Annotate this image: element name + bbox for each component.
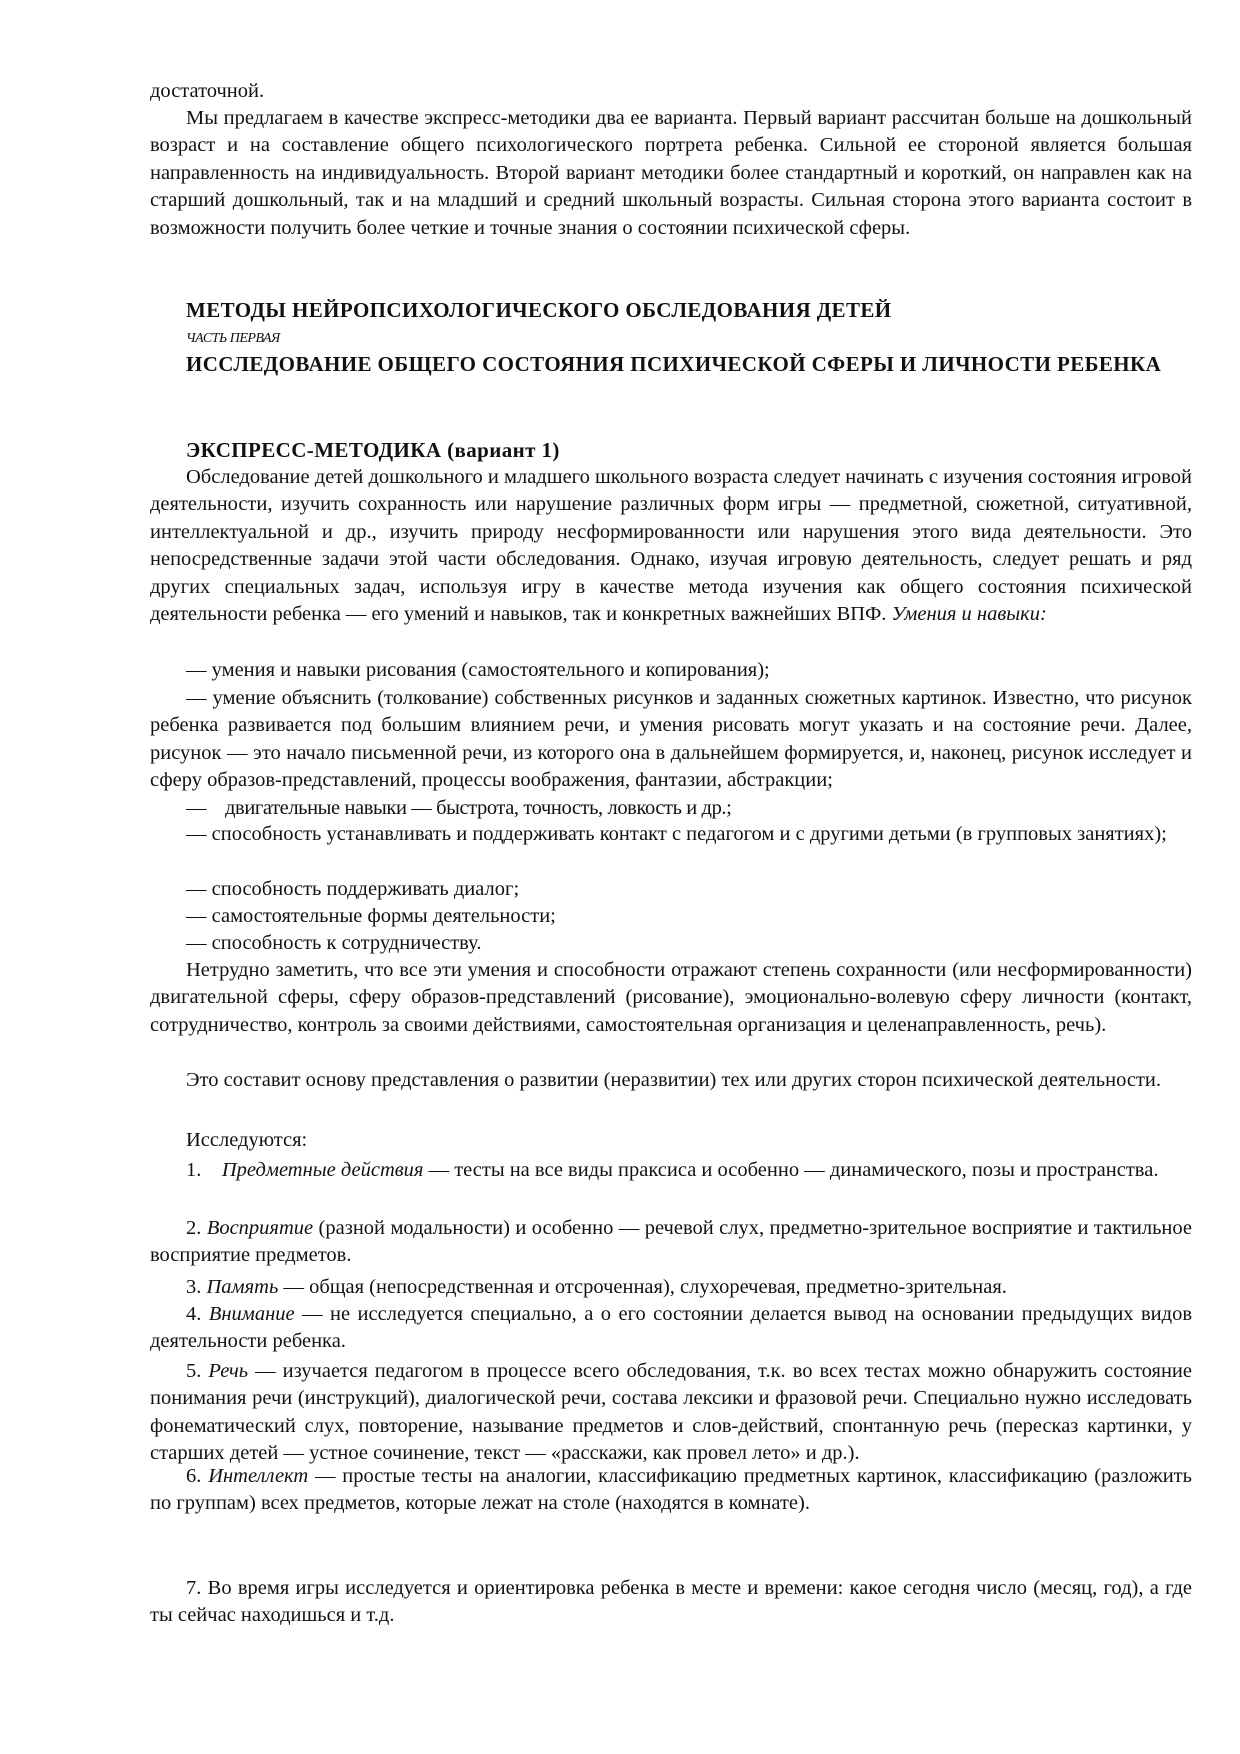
part-heading-text: ИССЛЕДОВАНИЕ ОБЩЕГО СОСТОЯНИЯ ПСИХИЧЕСКОЙ СФЕРЫ И ЛИЧНОСТИ РЕБЕНКА (186, 352, 1162, 376)
skill-text: самостоятельные формы деятельности; (211, 905, 556, 927)
item-number: 2. (186, 1217, 202, 1239)
investigated-item (150, 1575, 1192, 1630)
item-text: — изучается педагогом в процессе всего обследования, т.к. во всех тестах можно обнаружить состояние понимания речи (инструкций), диалогической речи, состава лексики и фразовой речи. Специально нужно исследовать фонематический слух, повторение, называние предметов и слов-действий, спонтанную речь (пересказ картинки, у старших детей — устное сочинение, текст — «расскажи, как провел лето» и др.). (150, 1360, 1193, 1465)
item-term: Речь (208, 1360, 249, 1382)
dash-mark: — (186, 932, 207, 954)
exam-text: Обследование детей дошкольного и младшего школьного возраста следует начинать с изучения состояния игровой деятельности, изучить сохранность или нарушение различных форм игры — предметной, сюжетной, ситуативной, интеллектуальной и др., изучить природу несформированности или нарушения этого вида деятельности. Это непосредственные задачи этой части обследования. Однако, изучая игровую деятельность, следует решать и ряд других специальных задач, используя игру в качестве метода изучения как общего состояния психической деятельности ребенка — его умений и навыков, так и конкретных важнейших ВПФ. (150, 466, 1192, 626)
item-number: 3. (186, 1276, 202, 1298)
item-text: (разной модальности) и особенно — речевой слух, предметно-зрительное восприятие и тактильное восприятие предметов. (150, 1217, 1193, 1267)
part-label: ЧАСТЬ ПЕРВАЯ (186, 331, 280, 346)
investigated-item (150, 1358, 1192, 1468)
skill-text: двигательные навыки — быстрота, точность, ловкость и др.; (225, 797, 732, 819)
skill-item (150, 876, 1192, 903)
investigated-item (150, 1215, 1192, 1270)
skill-item (150, 657, 1192, 684)
item-number: 6. (186, 1465, 202, 1487)
intro-paragraph: Мы предлагаем в качестве экспресс-методики два ее варианта. Первый вариант рассчитан больше на дошкольный возраст и на составление общего психологического портрета ребенка. Сильной ее стороной является большая направленность на индивидуальность. Второй вариант методики более стандартный и короткий, он направлен как на старший дошкольный, так и на младший и средний школьный возрасты. Сильная сторона этого варианта состоит в возможности получить более четкие и точные знания о состоянии психической сферы. (150, 107, 1192, 239)
skill-item (150, 821, 1192, 848)
skill-text: способность устанавливать и поддерживать контакт с педагогом и с другими детьми (в групповых занятиях); (211, 823, 1167, 845)
item-number: 5. (186, 1360, 202, 1382)
dash-mark: — (186, 823, 207, 845)
exam-paragraph (150, 464, 1192, 628)
dash-mark: — (186, 797, 207, 819)
item-term: Интеллект (208, 1465, 309, 1487)
dash-mark: — (186, 687, 207, 709)
skill-item (150, 930, 1192, 957)
basis-paragraph: Это составит основу представления о развитии (неразвитии) тех или других сторон психической деятельности. (186, 1069, 1162, 1091)
skill-item (150, 795, 1192, 822)
express-heading: ЭКСПРЕСС-МЕТОДИКА (вариант 1) (186, 438, 560, 462)
investigated-item (150, 1463, 1192, 1518)
notice-paragraph: Нетрудно заметить, что все эти умения и способности отражают степень сохранности (или несформированности) двигательной сферы, сферу образов-представлений (рисование), эмоционально-волевую сферу личности (контакт, сотрудничество, контроль за своими действиями, самостоятельная организация и целенаправленность, речь). (150, 959, 1192, 1036)
skill-text: способность к сотрудничеству. (211, 932, 482, 954)
skill-item (150, 685, 1192, 795)
main-heading: МЕТОДЫ НЕЙРОПСИХОЛОГИЧЕСКОГО ОБСЛЕДОВАНИЯ ДЕТЕЙ (186, 298, 892, 322)
dash-mark: — (186, 878, 207, 900)
intro-tail: достаточной. (150, 80, 265, 102)
part-heading (150, 351, 1192, 378)
investigated-item (150, 1274, 1192, 1301)
item-term: Внимание (208, 1303, 295, 1325)
investigated-item (150, 1157, 1192, 1184)
item-number: 4. (186, 1303, 202, 1325)
item-text: — не исследуется специально, а о его состоянии делается вывод на основании предыдущих видов деятельности ребенка. (150, 1303, 1193, 1353)
item-term: Восприятие (206, 1217, 314, 1239)
skill-text: умения и навыки рисования (самостоятельного и копирования); (211, 659, 770, 681)
item-term: Память (206, 1276, 279, 1298)
investigated-item (150, 1301, 1192, 1356)
skill-item (150, 903, 1192, 930)
dash-mark: — (186, 659, 207, 681)
item-text: Во время игры исследуется и ориентировка ребенка в месте и времени: какое сегодня число (месяц, год), а где ты сейчас находишься и т.д. (150, 1577, 1193, 1627)
investigated-label: Исследуются: (186, 1129, 308, 1151)
item-text: — простые тесты на аналогии, классификацию предметных картинок, классификацию (разложить по группам) всех предметов, которые лежат на столе (находятся в комнате). (150, 1465, 1192, 1515)
dash-mark: — (186, 905, 207, 927)
item-number: 7. (186, 1577, 202, 1599)
item-term: Предметные действия (221, 1159, 424, 1181)
skill-text: способность поддерживать диалог; (211, 878, 520, 900)
item-number: 1. (186, 1159, 202, 1181)
item-text: — тесты на все виды праксиса и особенно — динамического, позы и пространства. (423, 1159, 1159, 1181)
skills-label: Умения и навыки: (891, 603, 1047, 626)
item-text: — общая (непосредственная и отсроченная), слухоречевая, предметно-зрительная. (278, 1276, 1007, 1298)
skill-text: умение объяснить (толкование) собственных рисунков и заданных сюжетных картинок. Известно, что рисунок ребенка развивается под большим влиянием речи, и умения рисовать могут указать и на состояние речи. Далее, рисунок — это начало письменной речи, из которого она в дальнейшем формируется, и, наконец, рисунок исследует и сферу образов-представлений, процессы воображения, фантазии, абстракции; (150, 687, 1192, 792)
